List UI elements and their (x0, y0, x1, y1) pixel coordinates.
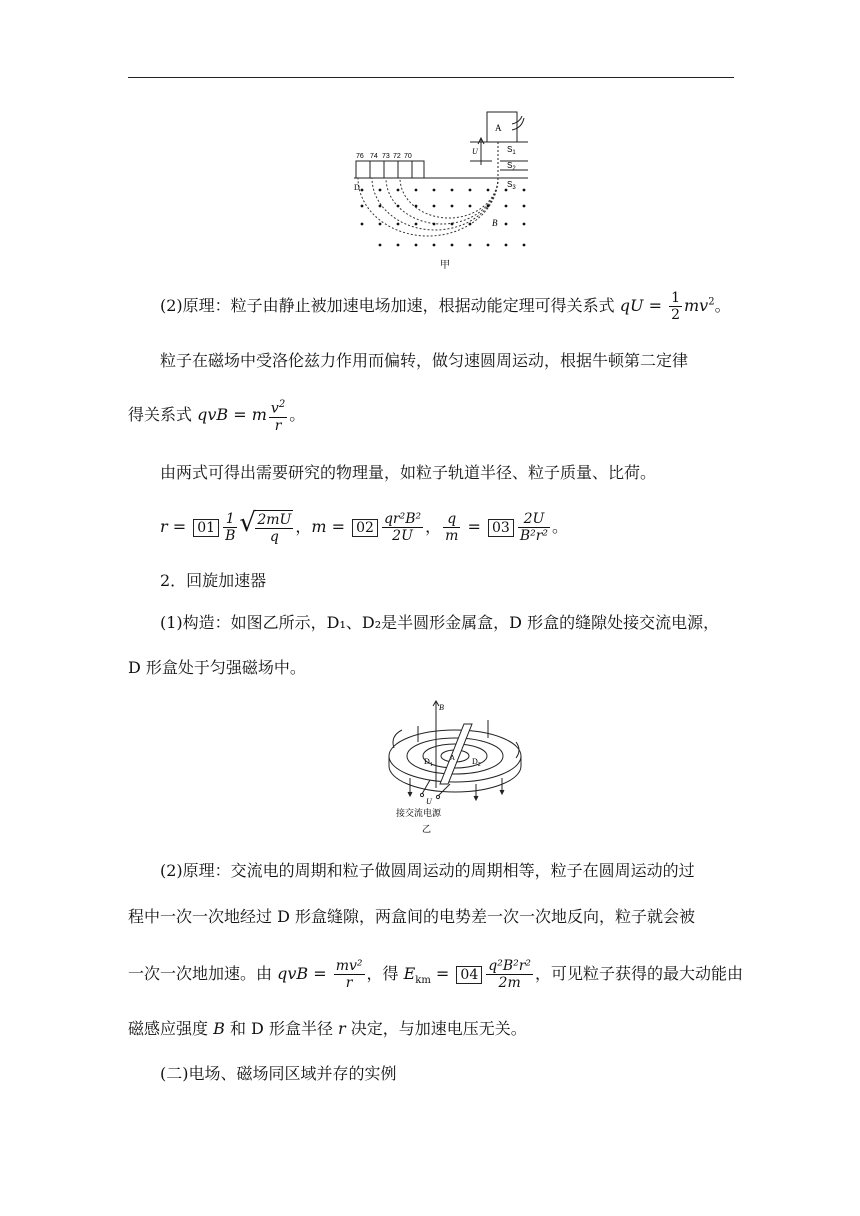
mass-symbol: m (251, 404, 267, 424)
text: 一次一次地加速。由 (128, 964, 278, 983)
numerator: 1 (225, 511, 235, 527)
label-S2: $S_2$ (507, 161, 516, 172)
summary-paragraph (160, 462, 766, 484)
fraction (669, 290, 682, 323)
fraction (518, 511, 550, 544)
period: 。 (552, 517, 569, 536)
radius-symbol: r (338, 1019, 346, 1038)
equals: = (430, 964, 455, 983)
text: ，得 (366, 964, 404, 983)
answer-box-03: 03 (488, 519, 514, 537)
mass-spectrometer-figure (350, 108, 540, 273)
text: ，可见粒子获得的最大动能由 (535, 964, 744, 983)
denominator: 2U (382, 527, 423, 544)
label-D: D (354, 183, 360, 192)
denominator: q (255, 528, 293, 545)
scale-label: 73 (382, 153, 390, 160)
radius-symbol: r (160, 517, 168, 536)
label-S3: $S_3$ (507, 180, 516, 191)
text: (1)构造：如图乙所示，D₁、D₂是半圆形金属盒，D 形盒的缝隙处接交流电源， (160, 613, 720, 632)
numerator: $v^2$ (270, 399, 286, 417)
answer-box-04: 04 (456, 966, 482, 984)
energy-symbol: E (403, 964, 416, 983)
text: 决定，与加速电压无关。 (345, 1019, 527, 1038)
equals: = (462, 517, 486, 536)
section-heading-cyclotron (160, 570, 766, 592)
text: 得关系式 (128, 404, 198, 424)
equals: = (167, 517, 192, 536)
separator: ， (425, 517, 442, 536)
scale-label: 70 (404, 153, 412, 160)
text: 磁感应强度 (128, 1019, 214, 1038)
heading-text: (二)电场、磁场同区域并存的实例 (160, 1064, 397, 1083)
section-heading-fields (160, 1063, 766, 1085)
period: 。 (289, 404, 306, 424)
equals: = (308, 964, 332, 983)
equals: = (228, 404, 252, 424)
answer-box-02: 02 (352, 519, 378, 537)
answer-box-01: 01 (193, 519, 219, 537)
header-rule (128, 77, 734, 78)
fraction (334, 958, 365, 991)
construction-paragraph-cont (128, 657, 734, 679)
kinetic-energy-line (128, 958, 744, 996)
formula-lhs: qvB (197, 404, 229, 424)
label-D1: $D_1$ (424, 757, 433, 768)
text: 由两式可得出需要研究的物理量，如粒子轨道半径、粒子质量、比荷。 (160, 463, 657, 482)
formula-lhs: qU (619, 296, 644, 315)
cyclotron-principle-paragraph (160, 860, 766, 882)
figure-caption: 乙 (422, 825, 432, 835)
scale-label: 74 (370, 153, 378, 160)
fraction (269, 397, 287, 434)
heading-text: 2．回旋加速器 (160, 571, 267, 590)
denominator: B²r² (519, 528, 549, 544)
sqrt: √ $\frac{2mU}{q}$ (239, 508, 292, 545)
numerator: 1 (671, 290, 680, 306)
numerator: q (447, 511, 457, 527)
relation-paragraph (128, 397, 734, 434)
fraction (382, 511, 423, 544)
construction-paragraph (160, 612, 766, 634)
numerator: mv² (335, 958, 363, 974)
text: (2)原理：粒子由静止被加速电场加速，根据动能定理可得关系式 (160, 296, 620, 315)
denominator: B (225, 528, 236, 544)
label-U: U (472, 147, 478, 156)
label-S1: $S_1$ (507, 145, 516, 156)
charge-mass-ratio (443, 511, 460, 544)
text: (2)原理：交流电的周期和粒子做圆周运动的周期相等，粒子在圆周运动的过 (160, 861, 695, 880)
exponent: 2 (708, 296, 715, 308)
formula-lhs: qvB (277, 964, 309, 983)
ac-source-label: 接交流电源 (396, 809, 442, 819)
scale-label: 76 (356, 153, 364, 160)
text: 和 D 形盒半径 (224, 1019, 339, 1038)
denominator: 2m (486, 974, 533, 991)
cyclotron-principle-cont (128, 906, 734, 928)
denominator: m (445, 528, 459, 544)
equals: = (643, 296, 668, 315)
denominator: r (269, 417, 287, 434)
label-U: U (426, 797, 432, 806)
formula-rhs: mv (684, 296, 709, 315)
equals: = (326, 517, 351, 536)
numerator: 2U (523, 511, 545, 527)
text: D 形盒处于匀强磁场中。 (128, 658, 306, 677)
lorentz-paragraph (160, 350, 766, 372)
fraction (223, 511, 237, 544)
period: 。 (714, 296, 731, 315)
formula-line (160, 510, 766, 545)
denominator: 2 (671, 307, 680, 323)
text: 粒子在磁场中受洛伦兹力作用而偏转，做匀速圆周运动，根据牛顿第二定律 (160, 351, 689, 370)
field-symbol: B (213, 1019, 225, 1038)
label-D2: $D_2$ (472, 757, 481, 768)
cyclotron-figure (380, 698, 530, 836)
figure-caption: 甲 (440, 260, 450, 271)
numerator: 2mU (257, 512, 292, 528)
text: 程中一次一次地经过 D 形盒缝隙，两盒间的电势差一次一次地反向，粒子就会被 (128, 907, 696, 926)
label-B: B (439, 703, 444, 712)
label-B: B (492, 218, 498, 228)
subscript: km (415, 975, 431, 987)
label-A: A (495, 123, 502, 133)
label-A: A (450, 754, 456, 762)
numerator: q²B²r² (488, 958, 532, 974)
separator: ， (295, 517, 312, 536)
principle-paragraph (160, 290, 766, 323)
scale-label: 72 (393, 153, 401, 160)
denominator: r (334, 974, 365, 991)
numerator: qr²B² (383, 511, 422, 527)
mass-symbol: m (311, 517, 327, 536)
conclusion-paragraph (128, 1018, 734, 1040)
fraction (486, 958, 533, 991)
